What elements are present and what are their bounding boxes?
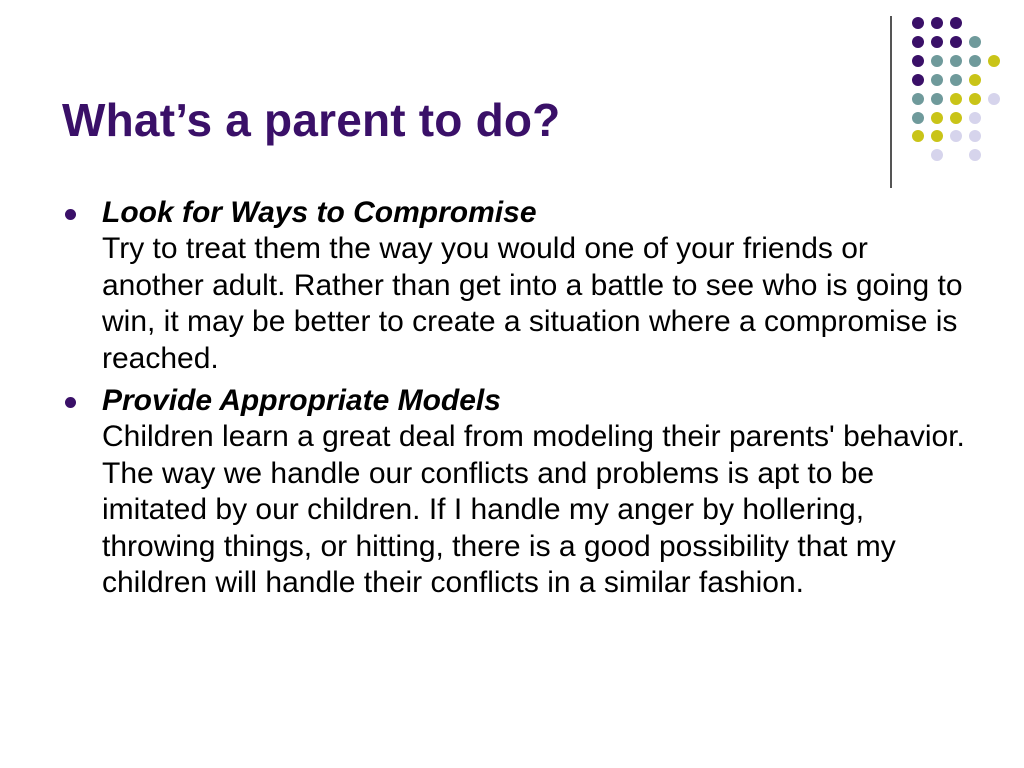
bullet-body: Children learn a great deal from modeling their parents' behavior. The way we handle our conflicts and problems is apt to be imitated by our children. If I handle my anger by hollering, throwing things, or hitting, there is a good possibility that my children will handle their conflicts in a similar fashion. [102,420,965,599]
dot-purple [950,36,962,48]
dot-lavender [969,130,981,142]
dot-yellow [931,130,943,142]
dot-lavender [969,149,981,161]
dot-purple [931,17,943,29]
dot-yellow [912,130,924,142]
bullet-heading: Provide Appropriate Models [102,384,501,417]
dot-teal [969,55,981,67]
dot-teal [969,36,981,48]
bullet-list [62,195,982,608]
bullet-dot-icon [65,209,76,220]
dot-purple [912,36,924,48]
dot-yellow [950,93,962,105]
dot-yellow [969,93,981,105]
dot-purple [912,74,924,86]
dot-purple [912,55,924,67]
dot-purple [950,17,962,29]
dot-purple [931,36,943,48]
dot-purple [912,17,924,29]
dot-yellow [988,55,1000,67]
dot-yellow [969,74,981,86]
dot-lavender [931,149,943,161]
dot-lavender [950,130,962,142]
dot-teal [950,74,962,86]
dot-teal [912,112,924,124]
dot-teal [950,55,962,67]
dot-teal [912,93,924,105]
bullet-body: Try to treat them the way you would one of your friends or another adult. Rather than get into a battle to see who is going to win, it may be better to create a situation where a compromise is reached. [102,232,963,375]
dot-teal [931,93,943,105]
dot-teal [931,55,943,67]
dot-lavender [988,93,1000,105]
dot-yellow [950,112,962,124]
bullet-heading: Look for Ways to Compromise [102,196,537,229]
bullet-item-models [62,383,982,602]
dot-yellow [931,112,943,124]
bullet-item-compromise [62,195,982,377]
bullet-dot-icon [65,397,76,408]
slide-title: What’s a parent to do? [62,94,561,146]
dot-teal [931,74,943,86]
vertical-divider [890,16,892,188]
dot-lavender [969,112,981,124]
